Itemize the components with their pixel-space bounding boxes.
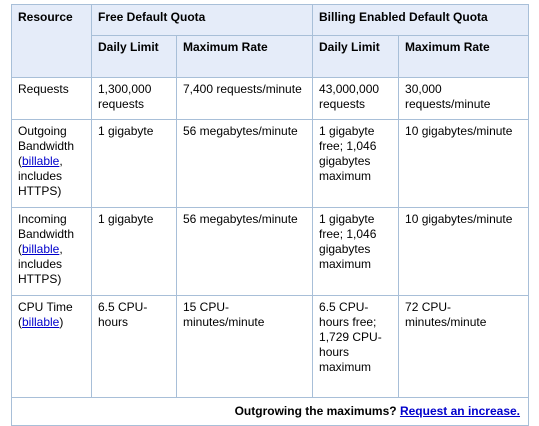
table-row-outgoing-bandwidth — [12, 120, 529, 208]
header-resource: Resource — [12, 5, 92, 78]
table-row-incoming-bandwidth — [12, 208, 529, 296]
quota-table-container — [11, 4, 528, 426]
request-increase-link[interactable]: Request an increase. — [399, 404, 521, 418]
quota-table — [11, 4, 529, 426]
cell-billing-rate: 30,000 requests/minute — [399, 78, 529, 120]
footer-cell — [12, 398, 529, 426]
cell-free-rate: 15 CPU-minutes/minute — [177, 296, 313, 398]
footer-row — [12, 398, 529, 426]
billable-link[interactable]: billable — [22, 315, 60, 329]
cell-free-rate: 56 megabytes/minute — [177, 208, 313, 296]
cell-billing-daily: 6.5 CPU-hours free; 1,729 CPU-hours maximum — [313, 296, 399, 398]
header-free-quota: Free Default Quota — [92, 5, 313, 36]
resource-name: Outgoing Bandwidth — [18, 124, 75, 153]
cell-billing-rate: 10 gigabytes/minute — [399, 208, 529, 296]
cell-resource: Incoming Bandwidth (billable, includes HTTPS) — [12, 208, 92, 296]
cell-free-daily: 1 gigabyte — [92, 208, 177, 296]
cell-free-daily: 1 gigabyte — [92, 120, 177, 208]
cell-billing-daily: 43,000,000 requests — [313, 78, 399, 120]
cell-billing-daily: 1 gigabyte free; 1,046 gigabytes maximum — [313, 208, 399, 296]
subheader-billing-daily-limit: Daily Limit — [313, 36, 399, 78]
subheader-free-daily-limit: Daily Limit — [92, 36, 177, 78]
table-row-cpu-time — [12, 296, 529, 398]
cell-resource: Requests — [12, 78, 92, 120]
header-row — [12, 5, 529, 36]
cell-billing-rate: 72 CPU-minutes/minute — [399, 296, 529, 398]
resource-note: , includes HTTPS) — [18, 242, 63, 286]
cell-free-rate: 7,400 requests/minute — [177, 78, 313, 120]
cell-free-rate: 56 megabytes/minute — [177, 120, 313, 208]
resource-note: ) — [59, 315, 64, 329]
cell-resource: CPU Time (billable) — [12, 296, 92, 398]
resource-name: CPU Time — [18, 300, 73, 314]
cell-resource: Outgoing Bandwidth (billable, includes HTTPS) — [12, 120, 92, 208]
subheader-billing-max-rate: Maximum Rate — [399, 36, 529, 78]
cell-free-daily: 6.5 CPU-hours — [92, 296, 177, 398]
billable-link[interactable]: billable — [22, 242, 60, 256]
cell-free-daily: 1,300,000 requests — [92, 78, 177, 120]
table-row-requests — [12, 78, 529, 120]
cell-billing-rate: 10 gigabytes/minute — [399, 120, 529, 208]
billable-link[interactable]: billable — [22, 154, 60, 168]
resource-note: , includes HTTPS) — [18, 154, 63, 198]
subheader-free-max-rate: Maximum Rate — [177, 36, 313, 78]
header-billing-quota: Billing Enabled Default Quota — [313, 5, 529, 36]
resource-name: Incoming Bandwidth — [18, 212, 75, 241]
footer-text: Outgrowing the maximums? — [234, 404, 397, 418]
cell-billing-daily: 1 gigabyte free; 1,046 gigabytes maximum — [313, 120, 399, 208]
